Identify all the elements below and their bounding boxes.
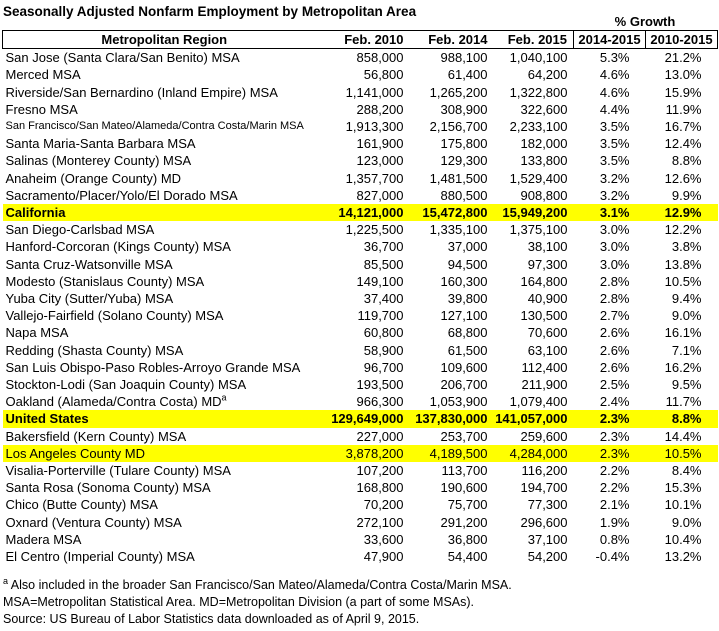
employment-value-cell: 296,600 (520, 514, 568, 530)
employment-value-cell: 1,141,000 (345, 84, 404, 100)
employment-value-cell: 1,357,700 (345, 170, 404, 186)
growth-value-cell: 4.6% (599, 84, 630, 100)
col-header-growth-2014-2015: 2014-2015 (574, 31, 646, 49)
table-row (3, 84, 718, 101)
table-row (3, 548, 718, 565)
growth-column-group-label: % Growth (614, 14, 676, 29)
growth-value-cell: 3.1% (574, 204, 646, 221)
region-cell: Stockton-Lodi (San Joaquin County) MSA (5, 377, 247, 393)
employment-value-cell: 113,700 (441, 463, 488, 479)
employment-value-cell: 54,200 (527, 549, 568, 565)
employment-value-cell: 149,100 (356, 273, 404, 289)
growth-value-cell: 12.9% (646, 204, 718, 221)
growth-value-cell: 2.7% (599, 308, 630, 324)
region-cell: Salinas (Monterey County) MSA (5, 153, 192, 169)
employment-value-cell: 4,284,000 (494, 445, 574, 462)
region-cell: Chico (Butte County) MSA (5, 497, 158, 513)
growth-value-cell: 9.9% (671, 187, 702, 203)
table-row (3, 376, 718, 393)
growth-value-cell: 14.4% (664, 428, 702, 444)
growth-value-cell: 2.8% (599, 291, 630, 307)
employment-value-cell: 227,000 (356, 428, 404, 444)
growth-value-cell: 5.3% (599, 50, 630, 66)
col-header-feb-2010: Feb. 2010 (326, 31, 410, 49)
employment-value-cell: 1,481,500 (429, 170, 488, 186)
growth-value-cell: 3.5% (599, 119, 630, 135)
table-row (3, 273, 718, 290)
region-cell: El Centro (Imperial County) MSA (5, 549, 195, 565)
growth-value-cell: 3.0% (599, 222, 630, 238)
growth-value-cell: 3.2% (599, 187, 630, 203)
growth-value-cell: 16.7% (664, 119, 702, 135)
growth-value-cell: 3.5% (599, 153, 630, 169)
employment-value-cell: 68,800 (447, 325, 488, 341)
region-cell: Sacramento/Placer/Yolo/El Dorado MSA (5, 187, 238, 203)
employment-value-cell: 1,225,500 (345, 222, 404, 238)
growth-value-cell: 2.3% (574, 445, 646, 462)
employment-value-cell: 1,265,200 (429, 84, 488, 100)
growth-value-cell: 3.2% (599, 170, 630, 186)
growth-value-cell: 12.6% (664, 170, 702, 186)
employment-value-cell: 75,700 (447, 497, 488, 513)
region-cell: Napa MSA (5, 325, 69, 341)
table-row (3, 462, 718, 479)
employment-value-cell: 36,800 (447, 531, 488, 547)
table-row (3, 238, 718, 255)
region-cell: Bakersfield (Kern County) MSA (5, 428, 187, 444)
employment-table (2, 30, 718, 565)
region-superscript: a (221, 393, 227, 403)
table-row (3, 290, 718, 307)
employment-value-cell: 60,800 (363, 325, 404, 341)
table-row (3, 410, 718, 427)
region-cell: San Francisco/San Mateo/Alameda/Contra Costa/Marin MSA (5, 120, 304, 133)
growth-value-cell: 2.1% (599, 497, 630, 513)
table-row (3, 393, 718, 410)
col-header-feb-2014: Feb. 2014 (410, 31, 494, 49)
growth-value-cell: 8.4% (671, 463, 702, 479)
employment-value-cell: 107,200 (356, 463, 404, 479)
employment-value-cell: 37,100 (527, 531, 568, 547)
employment-value-cell: 288,200 (356, 101, 404, 117)
employment-value-cell: 137,830,000 (410, 410, 494, 427)
growth-value-cell: 8.8% (646, 410, 718, 427)
footnote-source: Source: US Bureau of Labor Statistics data downloaded as of April 9, 2015. (3, 612, 420, 626)
employment-value-cell: 1,040,100 (509, 50, 568, 66)
employment-value-cell: 130,500 (520, 308, 568, 324)
table-row (3, 101, 718, 118)
employment-value-cell: 3,878,200 (326, 445, 410, 462)
employment-value-cell: 133,800 (520, 153, 568, 169)
region-cell: Yuba City (Sutter/Yuba) MSA (5, 291, 174, 307)
employment-value-cell: 1,335,100 (429, 222, 488, 238)
region-cell: Modesto (Stanislaus County) MSA (5, 273, 205, 289)
growth-value-cell: 10.1% (664, 497, 702, 513)
growth-value-cell: 13.2% (664, 549, 702, 565)
region-cell: Santa Cruz-Watsonville MSA (5, 256, 173, 272)
employment-value-cell: 63,100 (527, 342, 568, 358)
growth-value-cell: 10.4% (664, 531, 702, 547)
table-row (3, 66, 718, 83)
table-row (3, 256, 718, 273)
growth-value-cell: 2.2% (599, 480, 630, 496)
region-cell: Visalia-Porterville (Tulare County) MSA (5, 463, 231, 479)
employment-value-cell: 1,079,400 (509, 394, 568, 410)
employment-value-cell: 61,500 (447, 342, 488, 358)
growth-value-cell: 12.2% (664, 222, 702, 238)
employment-value-cell: 56,800 (363, 67, 404, 83)
table-row (3, 49, 718, 67)
region-cell: California (3, 204, 326, 221)
employment-value-cell: 1,375,100 (509, 222, 568, 238)
region-cell: San Diego-Carlsbad MSA (5, 222, 155, 238)
table-row (3, 342, 718, 359)
growth-value-cell: 3.0% (599, 256, 630, 272)
employment-value-cell: 33,600 (363, 531, 404, 547)
employment-value-cell: 127,100 (440, 308, 488, 324)
region-cell: Fresno MSA (5, 101, 78, 117)
employment-value-cell: 966,300 (356, 394, 404, 410)
employment-value-cell: 206,700 (440, 377, 488, 393)
employment-value-cell: 123,000 (356, 153, 404, 169)
growth-value-cell: 12.4% (664, 136, 702, 152)
employment-value-cell: 2,156,700 (429, 119, 488, 135)
employment-value-cell: 40,900 (527, 291, 568, 307)
employment-value-cell: 211,900 (521, 377, 568, 393)
growth-value-cell: 13.0% (664, 67, 702, 83)
growth-value-cell: 2.2% (599, 463, 630, 479)
table-header-row (3, 31, 718, 49)
employment-value-cell: 37,000 (447, 239, 488, 255)
employment-value-cell: 2,233,100 (509, 119, 568, 135)
growth-value-cell: 2.4% (599, 394, 630, 410)
region-cell: Redding (Shasta County) MSA (5, 342, 184, 358)
employment-value-cell: 1,053,900 (429, 394, 488, 410)
growth-value-cell: 9.4% (671, 291, 702, 307)
employment-value-cell: 175,800 (440, 136, 488, 152)
employment-value-cell: 70,200 (363, 497, 404, 513)
growth-value-cell: 15.3% (664, 480, 702, 496)
table-row (3, 118, 718, 135)
employment-value-cell: 15,949,200 (494, 204, 574, 221)
region-cell: Vallejo-Fairfield (Solano County) MSA (5, 308, 224, 324)
table-row (3, 187, 718, 204)
footnote-superscript: a (3, 575, 9, 586)
table-row (3, 307, 718, 324)
employment-value-cell: 4,189,500 (410, 445, 494, 462)
growth-value-cell: 2.3% (574, 410, 646, 427)
footnote-definitions: MSA=Metropolitan Statistical Area. MD=Metropolitan Division (a part of some MSAs). (3, 595, 475, 609)
growth-value-cell: 2.3% (599, 428, 630, 444)
employment-value-cell: 160,300 (440, 273, 488, 289)
footnote-oakland: $^a$ Also included in the broader San Francisco/San Mateo/Alameda/Contra Costa/Marin MSA. (3, 575, 512, 592)
employment-value-cell: 116,200 (521, 463, 568, 479)
employment-value-cell: 96,700 (363, 359, 404, 375)
employment-value-cell: 39,800 (447, 291, 488, 307)
employment-value-cell: 97,300 (527, 256, 568, 272)
growth-value-cell: 2.6% (599, 325, 630, 341)
region-cell: San Jose (Santa Clara/San Benito) MSA (5, 50, 240, 66)
employment-value-cell: 908,800 (520, 187, 568, 203)
employment-value-cell: 182,000 (520, 136, 568, 152)
growth-value-cell: 7.1% (671, 342, 702, 358)
employment-value-cell: 85,500 (363, 256, 404, 272)
growth-value-cell: 10.5% (646, 445, 718, 462)
employment-value-cell: 161,900 (356, 136, 404, 152)
table-row (3, 135, 718, 152)
col-header-feb-2015: Feb. 2015 (494, 31, 574, 49)
employment-value-cell: 322,600 (520, 101, 568, 117)
table-row (3, 514, 718, 531)
region-cell: Santa Maria-Santa Barbara MSA (5, 136, 196, 152)
employment-value-cell: 70,600 (527, 325, 568, 341)
region-cell: United States (3, 410, 326, 427)
growth-value-cell: 2.6% (599, 359, 630, 375)
region-cell: Oxnard (Ventura County) MSA (5, 514, 182, 530)
employment-value-cell: 54,400 (447, 549, 488, 565)
employment-value-cell: 193,500 (356, 377, 404, 393)
growth-value-cell: 16.1% (664, 325, 702, 341)
table-row (3, 445, 718, 462)
employment-value-cell: 253,700 (440, 428, 488, 444)
table-row (3, 428, 718, 445)
growth-value-cell: -0.4% (595, 549, 630, 565)
employment-value-cell: 1,529,400 (509, 170, 568, 186)
col-header-growth-2010-2015: 2010-2015 (646, 31, 718, 49)
growth-value-cell: 3.0% (599, 239, 630, 255)
growth-value-cell: 2.6% (599, 342, 630, 358)
employment-value-cell: 1,913,300 (345, 119, 404, 135)
employment-value-cell: 164,800 (520, 273, 568, 289)
region-cell: Hanford-Corcoran (Kings County) MSA (5, 239, 231, 255)
col-header-metropolitan-region: Metropolitan Region (3, 31, 326, 49)
region-cell: Los Angeles County MD (3, 445, 326, 462)
employment-value-cell: 880,500 (440, 187, 488, 203)
growth-value-cell: 15.9% (664, 84, 702, 100)
employment-value-cell: 15,472,800 (410, 204, 494, 221)
table-row (3, 204, 718, 221)
growth-value-cell: 3.5% (599, 136, 630, 152)
employment-value-cell: 112,400 (521, 359, 568, 375)
employment-value-cell: 37,400 (363, 291, 404, 307)
employment-value-cell: 36,700 (363, 239, 404, 255)
growth-value-cell: 0.8% (599, 531, 630, 547)
table-row (3, 324, 718, 341)
employment-value-cell: 64,200 (527, 67, 568, 83)
employment-value-cell: 1,322,800 (509, 84, 568, 100)
employment-value-cell: 827,000 (356, 187, 404, 203)
page-title: Seasonally Adjusted Nonfarm Employment by Metropolitan Area (3, 4, 417, 19)
growth-value-cell: 13.8% (664, 256, 702, 272)
growth-value-cell: 2.8% (599, 273, 630, 289)
growth-value-cell: 9.5% (671, 377, 702, 393)
employment-value-cell: 272,100 (356, 514, 404, 530)
employment-value-cell: 291,200 (440, 514, 488, 530)
growth-value-cell: 4.4% (599, 101, 630, 117)
employment-value-cell: 58,900 (363, 342, 404, 358)
growth-value-cell: 4.6% (599, 67, 630, 83)
region-cell: Santa Rosa (Sonoma County) MSA (5, 480, 211, 496)
employment-value-cell: 259,600 (520, 428, 568, 444)
growth-value-cell: 11.7% (665, 394, 702, 410)
region-cell: San Luis Obispo-Paso Robles-Arroyo Grande MSA (5, 359, 301, 375)
employment-value-cell: 94,500 (447, 256, 488, 272)
growth-value-cell: 8.8% (671, 153, 702, 169)
region-cell: Riverside/San Bernardino (Inland Empire) MSA (5, 84, 278, 100)
growth-value-cell: 10.5% (664, 273, 702, 289)
employment-value-cell: 61,400 (447, 67, 488, 83)
growth-value-cell: 9.0% (671, 514, 702, 530)
table-row (3, 170, 718, 187)
employment-value-cell: 858,000 (356, 50, 404, 66)
growth-value-cell: 9.0% (671, 308, 702, 324)
region-cell: Oakland (Alameda/Contra Costa) $MD^a$ (5, 393, 227, 410)
employment-value-cell: 109,600 (440, 359, 488, 375)
employment-value-cell: 38,100 (527, 239, 568, 255)
table-body (3, 49, 718, 566)
employment-value-cell: 308,900 (440, 101, 488, 117)
growth-value-cell: 21.2% (664, 50, 702, 66)
employment-value-cell: 988,100 (440, 50, 488, 66)
growth-value-cell: 11.9% (665, 101, 702, 117)
growth-value-cell: 3.8% (671, 239, 702, 255)
table-row (3, 531, 718, 548)
table-row (3, 152, 718, 169)
growth-value-cell: 16.2% (664, 359, 702, 375)
employment-value-cell: 129,300 (440, 153, 488, 169)
employment-value-cell: 129,649,000 (326, 410, 410, 427)
growth-value-cell: 2.5% (599, 377, 630, 393)
employment-value-cell: 168,800 (356, 480, 404, 496)
employment-value-cell: 141,057,000 (494, 410, 574, 427)
employment-value-cell: 77,300 (527, 497, 568, 513)
employment-value-cell: 194,700 (520, 480, 568, 496)
table-row (3, 359, 718, 376)
employment-value-cell: 14,121,000 (326, 204, 410, 221)
employment-value-cell: 119,700 (357, 308, 404, 324)
employment-value-cell: 190,600 (440, 480, 488, 496)
footnotes (3, 577, 512, 628)
region-cell: Merced MSA (5, 67, 81, 83)
table-row (3, 221, 718, 238)
table-row (3, 496, 718, 513)
region-cell: Anaheim (Orange County) MD (5, 170, 182, 186)
employment-value-cell: 47,900 (363, 549, 404, 565)
table-row (3, 479, 718, 496)
region-cell: Madera MSA (5, 531, 82, 547)
growth-value-cell: 1.9% (599, 514, 630, 530)
